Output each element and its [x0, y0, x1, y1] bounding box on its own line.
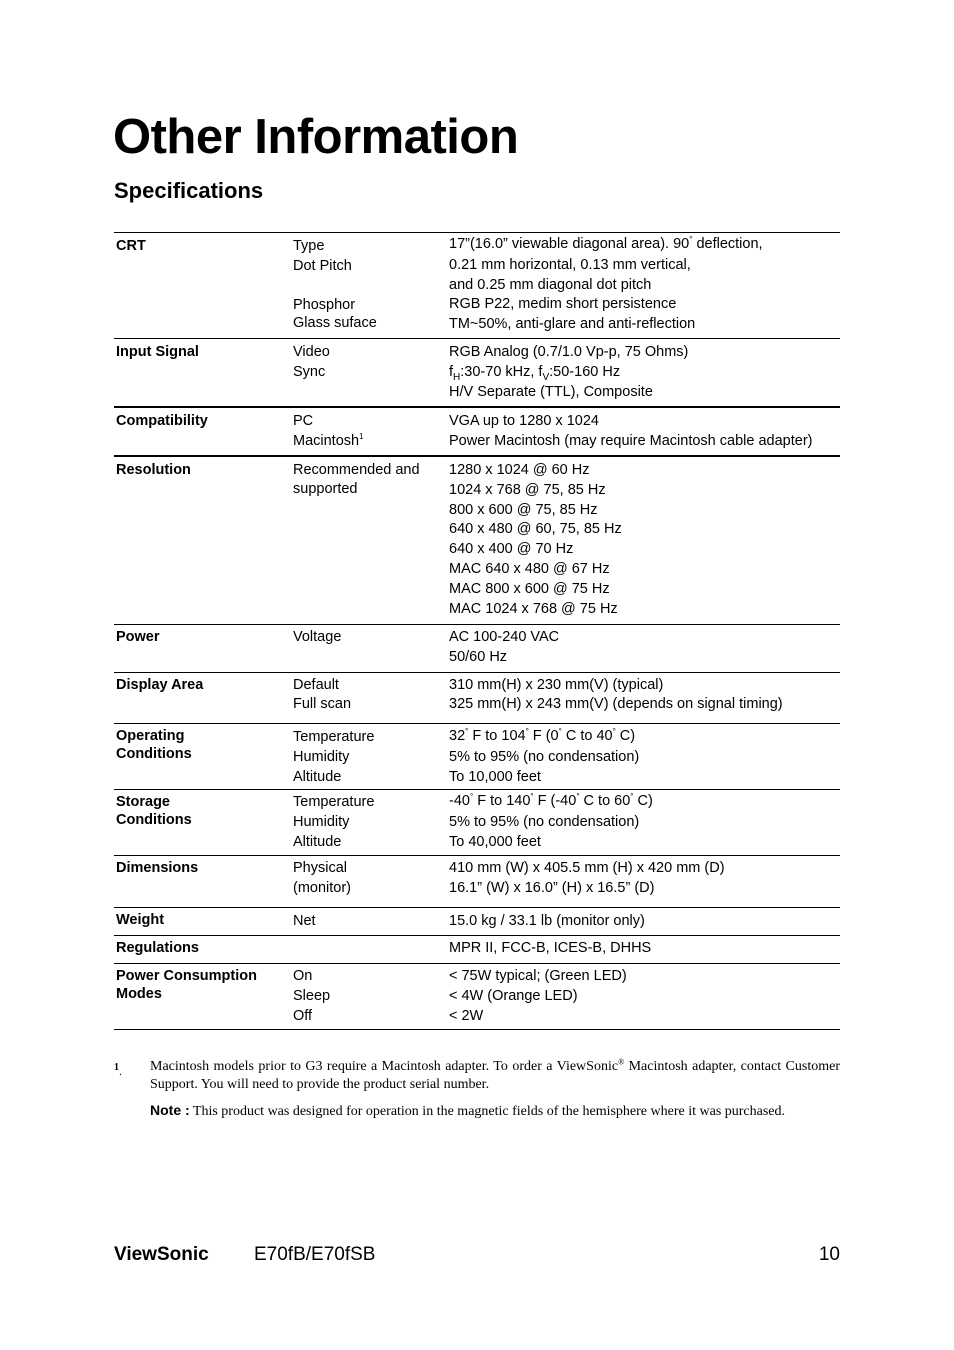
- spec-row-compatibility: [114, 408, 840, 457]
- spec-values: RGB Analog (0.7/1.0 Vp-p, 75 Ohms) $f_H:30-70$ kHz, $f_V:50-160$ Hz H/V Separate (TTL), Composite: [449, 344, 689, 400]
- spec-label: Regulations: [116, 940, 199, 956]
- spec-sub-labels: Net: [293, 913, 316, 929]
- spec-label: Power: [116, 629, 160, 645]
- spec-values: AC 100-240 VAC 50/60 Hz: [449, 629, 560, 665]
- spec-row-dimensions: [114, 856, 840, 908]
- page-number: 10: [818, 1244, 840, 1265]
- spec-label: Compatibility: [116, 413, 208, 429]
- spec-values: 17”(16.0” viewable diagonal area). 90° deflection, 0.21 mm horizontal, 0.13 mm vertical, and 0.25 mm diagonal dot pitch RGB P22, medim short persistence TM~50%, anti-glare and anti-reflection: [449, 235, 763, 333]
- resolution-mode: 1024 x 768 @ 75, 85 Hz: [449, 481, 606, 498]
- spec-row-operating-conditions: [114, 724, 840, 790]
- spec-sub-labels: Video Sync: [293, 344, 330, 380]
- spec-row-resolution: [114, 457, 840, 625]
- spec-values: 15.0 kg / 33.1 lb (monitor only): [449, 913, 645, 929]
- resolution-mode: 1280 x 1024 @ 60 Hz: [449, 462, 590, 478]
- footer-brand: ViewSonic: [114, 1244, 209, 1265]
- spec-values: [449, 461, 844, 619]
- footnote-marker: 1.: [114, 1062, 122, 1078]
- spec-label: Resolution: [116, 462, 191, 478]
- resolution-mode: 640 x 480 @ 60, 75, 85 Hz: [449, 521, 622, 538]
- note: [150, 1102, 840, 1121]
- spec-values: MPR II, FCC-B, ICES-B, DHHS: [449, 940, 652, 956]
- spec-label: Weight: [116, 912, 165, 928]
- spec-row-weight: [114, 908, 840, 936]
- spec-values: 310 mm(H) x 230 mm(V) (typical) 325 mm(H) x 243 mm(V) (depends on signal timing): [449, 677, 783, 712]
- spec-label: Input Signal: [116, 344, 199, 360]
- spec-values: 32° F to 104° F (0° C to 40° C) 5% to 95% (no condensation) To 10,000 feet: [449, 727, 640, 785]
- resolution-mode: 800 x 600 @ 75, 85 Hz: [449, 501, 598, 518]
- resolution-mode: MAC 800 x 600 @ 75 Hz: [449, 580, 610, 597]
- spec-values: -40° F to 140° F (-40° C to 60° C) 5% to 95% (no condensation) To 40,000 feet: [449, 792, 653, 850]
- specifications-table: [114, 232, 840, 1030]
- spec-label: CRT: [116, 238, 146, 254]
- spec-values: < 75W typical; (Green LED) < 4W (Orange LED) < 2W: [449, 968, 627, 1024]
- footnote: [114, 1058, 840, 1121]
- spec-sub-labels: Temperature Humidity Altitude: [293, 729, 375, 785]
- spec-label: Storage Conditions: [116, 794, 192, 828]
- spec-row-crt: [114, 233, 840, 339]
- footnote-text: Macintosh models prior to G3 require a Macintosh adapter. To order a ViewSonic® Macintosh adapter, contact Customer Support. You will need to provide the product serial number.: [150, 1057, 840, 1092]
- page-title: Other Information: [113, 110, 519, 164]
- resolution-mode: 640 x 400 @ 70 Hz: [449, 541, 574, 558]
- spec-label: Operating Conditions: [116, 728, 192, 762]
- spec-row-power: [114, 625, 840, 673]
- note-text: This product was designed for operation in the magnetic fields of the hemisphere where it was purchased.: [189, 1104, 786, 1119]
- spec-sub-labels: PC Macintosh$^1$: [293, 413, 364, 449]
- spec-values: VGA up to 1280 x 1024 Power Macintosh (may require Macintosh cable adapter): [449, 413, 813, 449]
- spec-row-regulations: [114, 936, 840, 964]
- spec-sub-labels: Recommended and supported: [293, 462, 420, 497]
- spec-label: Dimensions: [116, 860, 199, 876]
- spec-row-display-area: [114, 673, 840, 724]
- spec-sub-labels: Temperature Humidity Altitude: [293, 794, 375, 850]
- resolution-mode: MAC 640 x 480 @ 67 Hz: [449, 560, 610, 577]
- footnote-reference: 1: [359, 431, 364, 441]
- note-label: Note :: [150, 1102, 190, 1118]
- section-title: Specifications: [114, 178, 264, 203]
- spec-values: 410 mm (W) x 405.5 mm (H) x 420 mm (D) 16.1” (W) x 16.0” (H) x 16.5” (D): [449, 860, 725, 896]
- resolution-mode: MAC 1024 x 768 @ 75 Hz: [449, 600, 618, 617]
- spec-sub-labels: Voltage: [293, 629, 342, 645]
- spec-sub-labels: Physical (monitor): [293, 860, 352, 896]
- spec-label: Display Area: [116, 677, 204, 693]
- spec-label: Power Consumption Modes: [116, 968, 257, 1002]
- spec-sub-labels: Default Full scan: [293, 677, 352, 712]
- spec-sub-labels: On Sleep Off: [293, 968, 331, 1024]
- spec-row-power-consumption: [114, 964, 840, 1030]
- spec-row-storage-conditions: [114, 790, 840, 856]
- spec-sub-labels: Type Dot Pitch Phosphor Glass suface: [293, 238, 377, 332]
- spec-row-input-signal: [114, 339, 840, 408]
- footer-model: E70fB/E70fSB: [254, 1244, 376, 1265]
